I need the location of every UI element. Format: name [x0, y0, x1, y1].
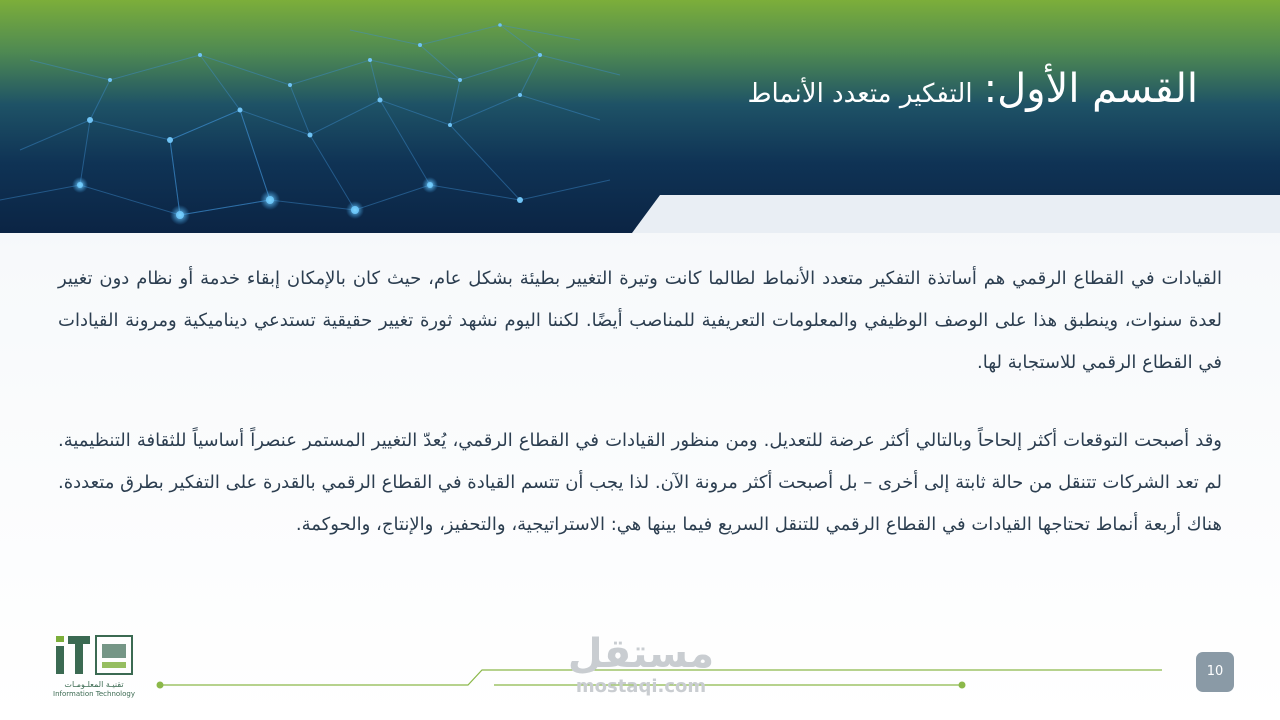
logo-english-text: Information Technology	[53, 690, 135, 698]
section-title-sub: التفكير متعدد الأنماط	[747, 79, 973, 109]
network-background	[0, 0, 1280, 233]
page-number-badge: 10	[1196, 652, 1234, 692]
paragraph-2: وقد أصبحت التوقعات أكثر إلحاحاً وبالتالي أكثر عرضة للتعديل. ومن منظور القيادات في القطاع الرقمي، يُعدّ التغيير المستمر عنصراً أساسياً للثقافة التنظيمية. لم تعد الشركات تتنقل من حالة ثابتة إلى أخرى – بل أصبحت أكثر مرونة الآن. لذا يجب أن تتسم القيادة في القطاع الرقمي بالقدرة على التفكير بطرق متعددة. هناك أربعة أنماط تحتاجها القيادات في القطاع الرقمي للتنقل السريع فيما بينها هي: الاستراتيجية، والتحفيز، والإنتاج، والحوكمة.	[58, 430, 1222, 535]
header-banner	[0, 0, 1280, 233]
logo-arabic-text: تقنيـة المعلـومـات	[64, 680, 124, 689]
watermark-arabic: مستقل	[567, 631, 715, 677]
body-text	[58, 258, 1222, 546]
section-title-main: القسم الأول:	[983, 66, 1198, 112]
section-title	[748, 66, 1199, 112]
paragraph-1: القيادات في القطاع الرقمي هم أساتذة التفكير متعدد الأنماط لطالما كانت وتيرة التغيير بطيئة بشكل عام، حيث كان بالإمكان إبقاء خدمة أو نظام دون تغيير لعدة سنوات، وينطبق هذا على الوصف الوظيفي والمعلومات التعريفية للمناصب أيضًا. لكننا اليوم نشهد ثورة تغيير حقيقية تستدعي ديناميكية ومرونة القيادات في القطاع الرقمي للاستجابة لها.	[58, 268, 1222, 373]
watermark	[556, 630, 726, 706]
watermark-english: mostaqi.com	[575, 676, 707, 697]
